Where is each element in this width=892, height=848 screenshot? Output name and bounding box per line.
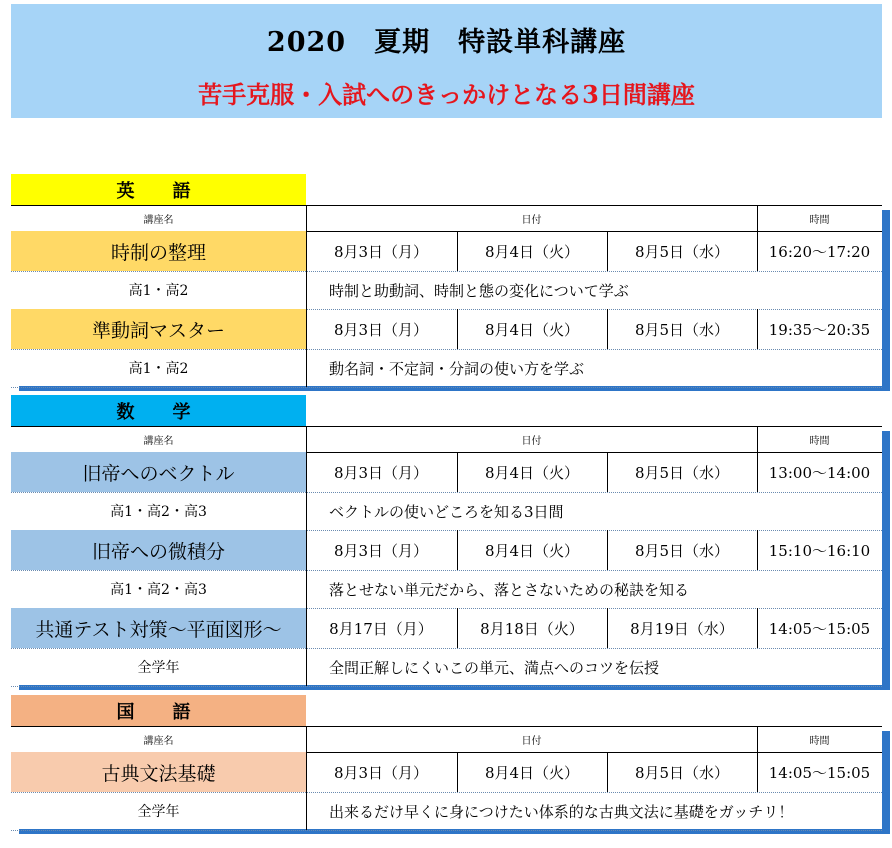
page-title: 2020 夏期 特設単科講座 (266, 27, 627, 58)
course-row (11, 530, 882, 571)
course-info-row (11, 271, 882, 310)
course-date: 8月5日（水） (634, 541, 730, 560)
cell-divider (306, 271, 307, 309)
course-time: 14:05～15:05 (768, 763, 871, 782)
section-shadow-right (882, 431, 890, 690)
column-header-course: 講座名 (143, 736, 174, 747)
column-divider (757, 727, 758, 752)
course-time: 13:00～14:00 (768, 463, 871, 482)
course-description: 全問正解しにくいこの単元、満点へのコツを伝授 (329, 658, 660, 677)
course-date: 8月4日（火） (484, 463, 580, 482)
cell-divider (306, 792, 307, 830)
course-grade: 高1・高2・高3 (110, 504, 207, 520)
cell-divider (306, 231, 307, 271)
course-info-row (11, 349, 882, 388)
course-info-row (11, 792, 882, 831)
cell-divider (457, 530, 458, 570)
course-date: 8月3日（月） (333, 763, 429, 782)
subject-label: 国 語 (11, 695, 306, 726)
course-date: 8月3日（月） (333, 541, 429, 560)
cell-divider (306, 309, 307, 349)
course-date: 8月3日（月） (333, 463, 429, 482)
cell-divider (306, 570, 307, 608)
cell-divider (306, 349, 307, 387)
course-name: 旧帝へのベクトル (11, 452, 306, 492)
course-date: 8月4日（火） (484, 320, 580, 339)
course-grade: 高1・高2・高3 (110, 582, 207, 598)
course-info-row (11, 648, 882, 687)
course-date: 8月3日（月） (333, 320, 429, 339)
subject-label: 英 語 (11, 174, 306, 205)
course-date: 8月4日（火） (484, 541, 580, 560)
cell-divider (607, 309, 608, 349)
course-date: 8月4日（火） (484, 763, 580, 782)
column-header-date: 日付 (521, 215, 542, 226)
cell-divider (757, 608, 758, 648)
course-info-row (11, 570, 882, 609)
course-grade: 高1・高2 (128, 361, 189, 377)
course-date: 8月5日（水） (634, 763, 730, 782)
column-header-date: 日付 (521, 436, 542, 447)
column-header-time: 時間 (809, 436, 830, 447)
course-description: 動名詞・不定詞・分詞の使い方を学ぶ (329, 359, 585, 378)
cell-divider (306, 452, 307, 492)
course-time: 15:10～16:10 (768, 541, 871, 560)
course-description: ベクトルの使いどころを知る3日間 (329, 502, 564, 521)
course-date: 8月4日（火） (484, 242, 580, 261)
course-time: 16:20～17:20 (768, 242, 871, 261)
course-time: 14:05～15:05 (768, 619, 871, 638)
column-header-row (11, 426, 882, 453)
cell-divider (757, 452, 758, 492)
course-description: 時制と助動詞、時制と態の変化について学ぶ (329, 281, 629, 300)
course-info-row (11, 492, 882, 531)
cell-divider (306, 492, 307, 530)
column-header-date: 日付 (521, 736, 542, 747)
cell-divider (757, 530, 758, 570)
cell-divider (607, 452, 608, 492)
cell-divider (607, 231, 608, 271)
subject-row (11, 695, 882, 726)
cell-divider (757, 231, 758, 271)
subject-label: 数 学 (11, 395, 306, 426)
cell-divider (607, 608, 608, 648)
cell-divider (457, 452, 458, 492)
course-name: 準動詞マスター (11, 309, 306, 349)
column-header-row (11, 205, 882, 232)
section-shadow-right (882, 210, 890, 391)
course-date: 8月17日（月） (329, 619, 433, 638)
cell-divider (457, 309, 458, 349)
cell-divider (306, 648, 307, 686)
cell-divider (306, 530, 307, 570)
course-date: 8月5日（水） (634, 463, 730, 482)
course-description: 落とせない単元だから、落とさないための秘訣を知る (329, 580, 690, 599)
course-row (11, 231, 882, 272)
column-divider (306, 206, 307, 231)
course-date: 8月18日（火） (480, 619, 584, 638)
course-row (11, 608, 882, 649)
subject-section (11, 395, 882, 685)
column-header-row (11, 726, 882, 753)
column-divider (306, 427, 307, 452)
course-grade: 高1・高2 (128, 283, 189, 299)
header-banner (11, 4, 882, 118)
course-time: 19:35～20:35 (768, 320, 871, 339)
course-row (11, 452, 882, 493)
course-name: 旧帝への微積分 (11, 530, 306, 570)
cell-divider (757, 309, 758, 349)
page-subtitle: 苦手克服・入試へのきっかけとなる3日間講座 (198, 80, 695, 109)
course-name: 共通テスト対策～平面図形～ (11, 608, 306, 648)
cell-divider (607, 752, 608, 792)
cell-divider (757, 752, 758, 792)
column-header-course: 講座名 (143, 215, 174, 226)
subject-section (11, 695, 882, 829)
cell-divider (457, 231, 458, 271)
cell-divider (457, 752, 458, 792)
course-description: 出来るだけ早くに身につけたい体系的な古典文法に基礎をガッチリ！ (329, 802, 794, 821)
subject-section (11, 174, 882, 386)
course-date: 8月5日（水） (634, 242, 730, 261)
column-header-time: 時間 (809, 736, 830, 747)
cell-divider (607, 530, 608, 570)
course-date: 8月3日（月） (333, 242, 429, 261)
course-name: 時制の整理 (11, 231, 306, 271)
column-divider (757, 427, 758, 452)
course-grade: 全学年 (137, 660, 180, 676)
column-divider (757, 206, 758, 231)
cell-divider (306, 752, 307, 792)
course-grade: 全学年 (137, 804, 180, 820)
course-date: 8月5日（水） (634, 320, 730, 339)
column-header-time: 時間 (809, 215, 830, 226)
cell-divider (306, 608, 307, 648)
column-header-course: 講座名 (143, 436, 174, 447)
subject-row (11, 174, 882, 205)
section-shadow-right (882, 731, 890, 834)
subject-row (11, 395, 882, 426)
cell-divider (457, 608, 458, 648)
column-divider (306, 727, 307, 752)
course-name: 古典文法基礎 (11, 752, 306, 792)
course-date: 8月19日（水） (630, 619, 734, 638)
course-row (11, 752, 882, 793)
course-row (11, 309, 882, 350)
